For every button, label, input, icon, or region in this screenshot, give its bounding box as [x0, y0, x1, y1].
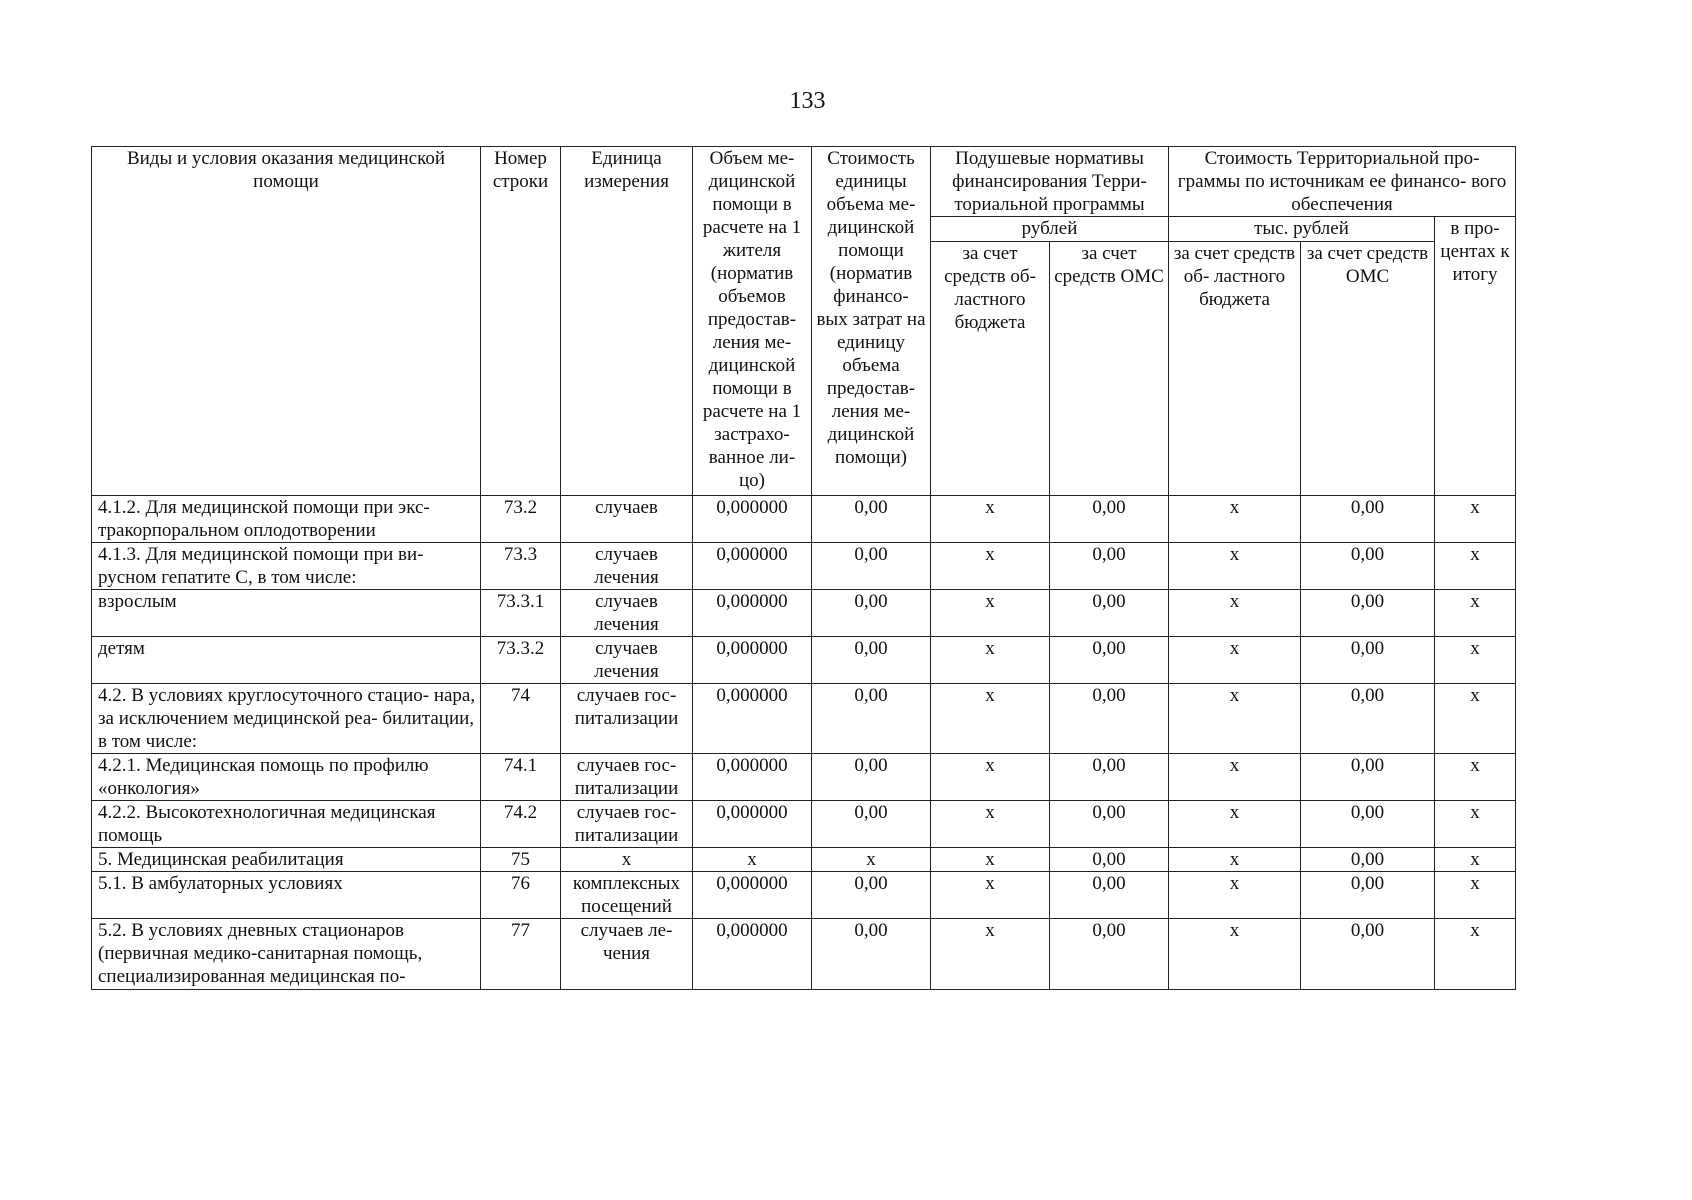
- row-cost-oms: 0,00: [1301, 590, 1435, 637]
- row-name: 4.1.3. Для медицинской помощи при ви- русном гепатите С, в том числе:: [92, 543, 481, 590]
- row-number: 74.2: [481, 801, 561, 848]
- row-cost-budget: х: [1169, 872, 1301, 919]
- row-volume: 0,000000: [693, 754, 812, 801]
- row-cost-percent: х: [1435, 872, 1516, 919]
- row-per-capita-oms: 0,00: [1050, 801, 1169, 848]
- row-per-capita-oms: 0,00: [1050, 919, 1169, 990]
- row-name: взрослым: [92, 590, 481, 637]
- header-unit-cost: Стоимость единицы объема ме- дицинской помощи (норматив финансо- вых затрат на единицу объема предостав- ления ме- дицинской помощи): [812, 147, 931, 496]
- row-cost-oms: 0,00: [1301, 919, 1435, 990]
- row-unit-cost: 0,00: [812, 543, 931, 590]
- row-per-capita-budget: х: [931, 754, 1050, 801]
- row-per-capita-oms: 0,00: [1050, 872, 1169, 919]
- row-number: 77: [481, 919, 561, 990]
- row-cost-oms: 0,00: [1301, 848, 1435, 872]
- row-cost-oms: 0,00: [1301, 496, 1435, 543]
- row-name: 4.2.2. Высокотехнологичная медицинская помощь: [92, 801, 481, 848]
- row-volume: 0,000000: [693, 637, 812, 684]
- row-unit-cost: 0,00: [812, 919, 931, 990]
- row-name: детям: [92, 637, 481, 684]
- row-unit: случаев гос- питализации: [561, 801, 693, 848]
- table-row: [92, 872, 1516, 919]
- row-unit-cost: 0,00: [812, 496, 931, 543]
- header-per-capita-oms: за счет средств ОМС: [1050, 242, 1169, 496]
- row-cost-oms: 0,00: [1301, 684, 1435, 754]
- row-volume: 0,000000: [693, 496, 812, 543]
- row-cost-percent: х: [1435, 496, 1516, 543]
- row-unit: случаев лечения: [561, 637, 693, 684]
- row-number: 76: [481, 872, 561, 919]
- row-unit: х: [561, 848, 693, 872]
- row-unit-cost: 0,00: [812, 637, 931, 684]
- row-cost-budget: х: [1169, 684, 1301, 754]
- row-per-capita-budget: х: [931, 919, 1050, 990]
- row-name: 5.1. В амбулаторных условиях: [92, 872, 481, 919]
- row-volume: 0,000000: [693, 590, 812, 637]
- row-per-capita-budget: х: [931, 590, 1050, 637]
- row-unit-cost: х: [812, 848, 931, 872]
- row-volume: 0,000000: [693, 872, 812, 919]
- row-cost-oms: 0,00: [1301, 801, 1435, 848]
- row-cost-budget: х: [1169, 801, 1301, 848]
- header-volume: Объем ме- дицинской помощи в расчете на 1 жителя (норматив объемов предостав- ления ме- дицинской помощи в расчете на 1 застрахо- ванное ли- цо): [693, 147, 812, 496]
- row-cost-oms: 0,00: [1301, 543, 1435, 590]
- header-cost-percent: в про- центах к итогу: [1435, 217, 1516, 496]
- header-cost-budget: за счет средств об- ластного бюджета: [1169, 242, 1301, 496]
- row-number: 74: [481, 684, 561, 754]
- row-number: 73.3: [481, 543, 561, 590]
- row-cost-budget: х: [1169, 919, 1301, 990]
- row-number: 73.2: [481, 496, 561, 543]
- row-cost-budget: х: [1169, 848, 1301, 872]
- row-per-capita-oms: 0,00: [1050, 637, 1169, 684]
- header-unit: Единица измерения: [561, 147, 693, 496]
- row-cost-percent: х: [1435, 919, 1516, 990]
- row-name: 4.2. В условиях круглосуточного стацио- нара, за исключением медицинской реа- билитации, в том числе:: [92, 684, 481, 754]
- row-name: 5. Медицинская реабилитация: [92, 848, 481, 872]
- row-per-capita-oms: 0,00: [1050, 754, 1169, 801]
- row-cost-budget: х: [1169, 590, 1301, 637]
- table-row: [92, 684, 1516, 754]
- row-volume: х: [693, 848, 812, 872]
- row-unit: комплексных посещений: [561, 872, 693, 919]
- row-cost-percent: х: [1435, 754, 1516, 801]
- row-cost-percent: х: [1435, 637, 1516, 684]
- row-per-capita-budget: х: [931, 684, 1050, 754]
- header-cost-unit: тыс. рублей: [1169, 217, 1435, 242]
- row-volume: 0,000000: [693, 684, 812, 754]
- header-per-capita-group: Подушевые нормативы финансирования Терри- ториальной программы: [931, 147, 1169, 217]
- row-name: 4.1.2. Для медицинской помощи при экс- тракорпоральном оплодотворении: [92, 496, 481, 543]
- row-number: 73.3.1: [481, 590, 561, 637]
- row-unit-cost: 0,00: [812, 684, 931, 754]
- medical-care-cost-table: [91, 146, 1516, 990]
- row-unit: случаев гос- питализации: [561, 684, 693, 754]
- row-volume: 0,000000: [693, 801, 812, 848]
- row-per-capita-oms: 0,00: [1050, 684, 1169, 754]
- row-per-capita-oms: 0,00: [1050, 848, 1169, 872]
- row-per-capita-oms: 0,00: [1050, 496, 1169, 543]
- table-row: [92, 919, 1516, 990]
- header-cost-group: Стоимость Территориальной про- граммы по источникам ее финансо- вого обеспечения: [1169, 147, 1516, 217]
- row-cost-oms: 0,00: [1301, 754, 1435, 801]
- header-per-capita-budget: за счет средств об- ластного бюджета: [931, 242, 1050, 496]
- row-unit: случаев лечения: [561, 590, 693, 637]
- row-per-capita-budget: х: [931, 872, 1050, 919]
- row-unit-cost: 0,00: [812, 872, 931, 919]
- header-row-number: Номер строки: [481, 147, 561, 496]
- row-unit-cost: 0,00: [812, 754, 931, 801]
- row-name: 4.2.1. Медицинская помощь по профилю «онкология»: [92, 754, 481, 801]
- table-row: [92, 590, 1516, 637]
- table-row: [92, 754, 1516, 801]
- row-per-capita-budget: х: [931, 496, 1050, 543]
- row-cost-percent: х: [1435, 801, 1516, 848]
- row-cost-percent: х: [1435, 848, 1516, 872]
- row-per-capita-budget: х: [931, 637, 1050, 684]
- row-per-capita-budget: х: [931, 848, 1050, 872]
- row-cost-budget: х: [1169, 543, 1301, 590]
- header-name: Виды и условия оказания медицинской помощи: [92, 147, 481, 496]
- table-row: [92, 848, 1516, 872]
- table-row: [92, 801, 1516, 848]
- row-volume: 0,000000: [693, 919, 812, 990]
- row-cost-oms: 0,00: [1301, 872, 1435, 919]
- row-name: 5.2. В условиях дневных стационаров (первичная медико-санитарная помощь, специализированная медицинская по-: [92, 919, 481, 990]
- row-number: 73.3.2: [481, 637, 561, 684]
- row-unit: случаев лечения: [561, 543, 693, 590]
- row-number: 75: [481, 848, 561, 872]
- row-unit: случаев ле- чения: [561, 919, 693, 990]
- row-per-capita-budget: х: [931, 801, 1050, 848]
- row-unit-cost: 0,00: [812, 801, 931, 848]
- row-cost-oms: 0,00: [1301, 637, 1435, 684]
- header-per-capita-unit: рублей: [931, 217, 1169, 242]
- row-cost-budget: х: [1169, 496, 1301, 543]
- header-cost-oms: за счет средств ОМС: [1301, 242, 1435, 496]
- row-number: 74.1: [481, 754, 561, 801]
- table-row: [92, 496, 1516, 543]
- row-per-capita-budget: х: [931, 543, 1050, 590]
- row-cost-percent: х: [1435, 684, 1516, 754]
- row-volume: 0,000000: [693, 543, 812, 590]
- row-cost-budget: х: [1169, 754, 1301, 801]
- row-unit: случаев: [561, 496, 693, 543]
- row-cost-percent: х: [1435, 543, 1516, 590]
- row-per-capita-oms: 0,00: [1050, 543, 1169, 590]
- row-unit: случаев гос- питализации: [561, 754, 693, 801]
- table-row: [92, 543, 1516, 590]
- row-per-capita-oms: 0,00: [1050, 590, 1169, 637]
- table-row: [92, 637, 1516, 684]
- row-cost-percent: х: [1435, 590, 1516, 637]
- row-unit-cost: 0,00: [812, 590, 931, 637]
- page-number: 133: [789, 88, 826, 114]
- row-cost-budget: х: [1169, 637, 1301, 684]
